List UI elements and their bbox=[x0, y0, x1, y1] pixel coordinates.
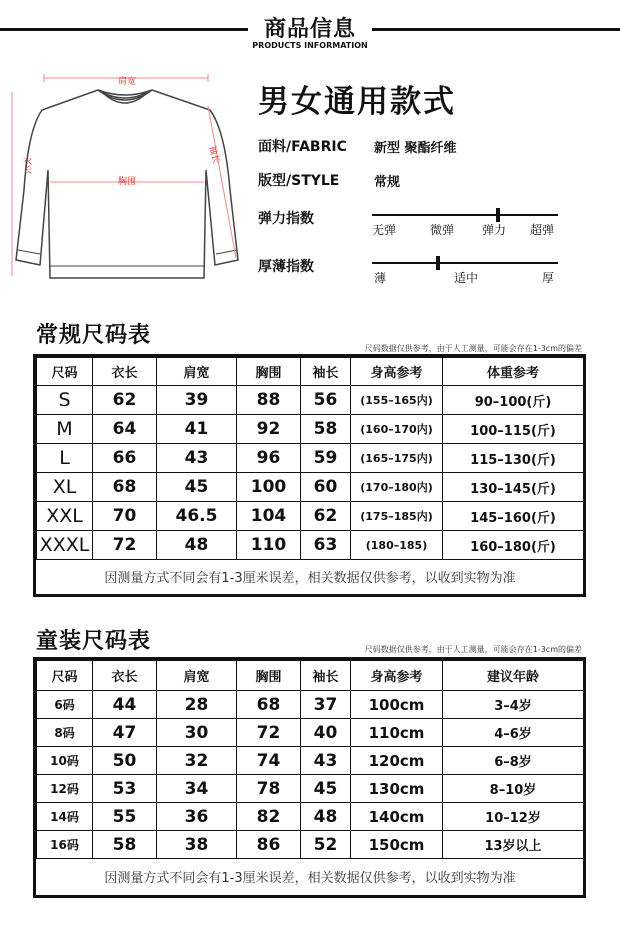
sleeve-cell: 37 bbox=[301, 691, 351, 719]
height-cell: (165–175内) bbox=[351, 444, 443, 473]
sleeve-cell: 58 bbox=[301, 415, 351, 444]
chest-cell: 86 bbox=[237, 831, 301, 859]
shoulder-cell: 43 bbox=[157, 444, 237, 473]
size-cell: 12码 bbox=[37, 775, 93, 803]
age-cell: 3–4岁 bbox=[443, 691, 584, 719]
chest-cell: 88 bbox=[237, 386, 301, 415]
shoulder-cell: 45 bbox=[157, 473, 237, 502]
shoulder-cell: 32 bbox=[157, 747, 237, 775]
table-row bbox=[37, 415, 584, 444]
length-label: 衣长 bbox=[21, 156, 31, 174]
size-cell: XXL bbox=[37, 502, 93, 531]
garment-illustration bbox=[10, 70, 240, 295]
column-header: 胸围 bbox=[237, 358, 301, 386]
shoulder-cell: 41 bbox=[157, 415, 237, 444]
kids-chart-note: 尺码数据仅供参考，由于人工测量，可能会存在1-3cm的偏差 bbox=[364, 645, 582, 654]
column-header: 衣长 bbox=[93, 661, 157, 691]
weight-cell: 100–115(斤) bbox=[443, 415, 584, 444]
age-cell: 10–12岁 bbox=[443, 803, 584, 831]
chest-cell: 68 bbox=[237, 691, 301, 719]
sleeve-label: 袖长 bbox=[206, 144, 221, 165]
table-footer-row bbox=[37, 560, 584, 594]
height-cell: (170–180内) bbox=[351, 473, 443, 502]
chest-cell: 110 bbox=[237, 531, 301, 560]
column-header: 尺码 bbox=[37, 358, 93, 386]
weight-cell: 90–100(斤) bbox=[443, 386, 584, 415]
length-cell: 53 bbox=[93, 775, 157, 803]
sleeve-cell: 40 bbox=[301, 719, 351, 747]
sleeve-cell: 45 bbox=[301, 775, 351, 803]
size-cell: XL bbox=[37, 473, 93, 502]
length-cell: 55 bbox=[93, 803, 157, 831]
column-header: 袖长 bbox=[301, 661, 351, 691]
table-row bbox=[37, 502, 584, 531]
chest-label: 胸围 bbox=[118, 177, 137, 187]
thickness-label: 厚薄指数 bbox=[258, 259, 314, 275]
column-header: 身高参考 bbox=[351, 358, 443, 386]
adult-chart-note: 尺码数据仅供参考，由于人工测量，可能会存在1-3cm的偏差 bbox=[364, 344, 582, 353]
shoulder-cell: 48 bbox=[157, 531, 237, 560]
fabric-label: 面料/FABRIC bbox=[258, 139, 347, 155]
sleeve-cell: 52 bbox=[301, 831, 351, 859]
length-cell: 44 bbox=[93, 691, 157, 719]
kids-chart-title: 童装尺码表 bbox=[36, 629, 152, 654]
column-header: 袖长 bbox=[301, 358, 351, 386]
table-row bbox=[37, 747, 584, 775]
thickness-bar bbox=[372, 262, 558, 264]
sleeve-cell: 63 bbox=[301, 531, 351, 560]
size-cell: 10码 bbox=[37, 747, 93, 775]
shoulder-cell: 34 bbox=[157, 775, 237, 803]
table-row bbox=[37, 473, 584, 502]
height-cell: 130cm bbox=[351, 775, 443, 803]
chest-cell: 78 bbox=[237, 775, 301, 803]
column-header: 胸围 bbox=[237, 661, 301, 691]
thickness-knob bbox=[436, 256, 440, 270]
column-header: 肩宽 bbox=[157, 358, 237, 386]
shoulder-cell: 28 bbox=[157, 691, 237, 719]
elasticity-knob bbox=[496, 208, 500, 222]
length-cell: 62 bbox=[93, 386, 157, 415]
product-title: 男女通用款式 bbox=[258, 84, 456, 120]
table-header-row bbox=[37, 358, 584, 386]
table-row bbox=[37, 719, 584, 747]
chest-cell: 104 bbox=[237, 502, 301, 531]
length-cell: 50 bbox=[93, 747, 157, 775]
shoulder-label: 肩宽 bbox=[118, 77, 137, 87]
table-header-row bbox=[37, 661, 584, 691]
style-label: 版型/STYLE bbox=[258, 173, 340, 189]
header-line-right bbox=[372, 28, 620, 31]
height-cell: (175–185内) bbox=[351, 502, 443, 531]
table-row bbox=[37, 531, 584, 560]
size-cell: 16码 bbox=[37, 831, 93, 859]
table-row bbox=[37, 803, 584, 831]
size-cell: 14码 bbox=[37, 803, 93, 831]
shoulder-cell: 39 bbox=[157, 386, 237, 415]
section-header bbox=[0, 10, 620, 54]
shoulder-cell: 30 bbox=[157, 719, 237, 747]
weight-cell: 130–145(斤) bbox=[443, 473, 584, 502]
shoulder-cell: 46.5 bbox=[157, 502, 237, 531]
sleeve-cell: 48 bbox=[301, 803, 351, 831]
length-cell: 58 bbox=[93, 831, 157, 859]
adult-size-table bbox=[33, 354, 586, 597]
sleeve-cell: 60 bbox=[301, 473, 351, 502]
table-row bbox=[37, 386, 584, 415]
fabric-value: 新型 聚酯纤维 bbox=[374, 141, 457, 156]
height-cell: 140cm bbox=[351, 803, 443, 831]
table-row bbox=[37, 775, 584, 803]
height-cell: (180–185) bbox=[351, 531, 443, 560]
age-cell: 8–10岁 bbox=[443, 775, 584, 803]
elasticity-option: 微弹 bbox=[430, 223, 455, 237]
adult-chart-title: 常规尺码表 bbox=[36, 323, 152, 348]
elasticity-option: 弹力 bbox=[482, 223, 507, 237]
kids-size-table bbox=[33, 657, 586, 898]
height-cell: 100cm bbox=[351, 691, 443, 719]
column-header: 身高参考 bbox=[351, 661, 443, 691]
size-cell: 8码 bbox=[37, 719, 93, 747]
length-cell: 68 bbox=[93, 473, 157, 502]
adult-footer-note: 因测量方式不同会有1-3厘米误差，相关数据仅供参考，以收到实物为准 bbox=[104, 571, 516, 587]
age-cell: 13岁以上 bbox=[443, 831, 584, 859]
size-cell: S bbox=[37, 386, 93, 415]
height-cell: 150cm bbox=[351, 831, 443, 859]
age-cell: 6–8岁 bbox=[443, 747, 584, 775]
column-header: 建议年龄 bbox=[443, 661, 584, 691]
chest-cell: 72 bbox=[237, 719, 301, 747]
length-cell: 64 bbox=[93, 415, 157, 444]
length-cell: 66 bbox=[93, 444, 157, 473]
weight-cell: 145–160(斤) bbox=[443, 502, 584, 531]
elasticity-scale bbox=[372, 206, 558, 236]
height-cell: (160–170内) bbox=[351, 415, 443, 444]
height-cell: 110cm bbox=[351, 719, 443, 747]
page-subtitle: PRODUCTS INFORMATION bbox=[252, 41, 368, 50]
column-header: 体重参考 bbox=[443, 358, 584, 386]
elasticity-label: 弹力指数 bbox=[258, 211, 314, 227]
elasticity-bar bbox=[372, 214, 558, 216]
age-cell: 4–6岁 bbox=[443, 719, 584, 747]
length-cell: 47 bbox=[93, 719, 157, 747]
sleeve-cell: 59 bbox=[301, 444, 351, 473]
sleeve-cell: 62 bbox=[301, 502, 351, 531]
thickness-scale bbox=[372, 254, 558, 284]
shoulder-cell: 36 bbox=[157, 803, 237, 831]
length-cell: 72 bbox=[93, 531, 157, 560]
size-cell: M bbox=[37, 415, 93, 444]
thickness-option: 厚 bbox=[542, 271, 555, 285]
table-footer-row bbox=[37, 859, 584, 895]
thickness-option: 薄 bbox=[374, 271, 387, 285]
weight-cell: 160–180(斤) bbox=[443, 531, 584, 560]
sleeve-cell: 56 bbox=[301, 386, 351, 415]
column-header: 尺码 bbox=[37, 661, 93, 691]
header-line-left bbox=[0, 28, 248, 31]
size-cell: 6码 bbox=[37, 691, 93, 719]
height-cell: 120cm bbox=[351, 747, 443, 775]
chest-cell: 92 bbox=[237, 415, 301, 444]
column-header: 衣长 bbox=[93, 358, 157, 386]
shoulder-cell: 38 bbox=[157, 831, 237, 859]
table-row bbox=[37, 691, 584, 719]
chest-cell: 96 bbox=[237, 444, 301, 473]
chest-cell: 82 bbox=[237, 803, 301, 831]
size-cell: XXXL bbox=[37, 531, 93, 560]
sleeve-cell: 43 bbox=[301, 747, 351, 775]
weight-cell: 115–130(斤) bbox=[443, 444, 584, 473]
kids-footer-note: 因测量方式不同会有1-3厘米误差，相关数据仅供参考，以收到实物为准 bbox=[104, 871, 516, 887]
elasticity-option: 无弹 bbox=[372, 223, 397, 237]
table-row bbox=[37, 444, 584, 473]
size-cell: L bbox=[37, 444, 93, 473]
style-value: 常规 bbox=[374, 175, 401, 190]
thickness-option: 适中 bbox=[454, 271, 479, 285]
height-cell: (155–165内) bbox=[351, 386, 443, 415]
chest-cell: 74 bbox=[237, 747, 301, 775]
length-cell: 70 bbox=[93, 502, 157, 531]
chest-cell: 100 bbox=[237, 473, 301, 502]
column-header: 肩宽 bbox=[157, 661, 237, 691]
table-row bbox=[37, 831, 584, 859]
page-title: 商品信息 bbox=[263, 17, 356, 42]
elasticity-option: 超弹 bbox=[530, 223, 555, 237]
